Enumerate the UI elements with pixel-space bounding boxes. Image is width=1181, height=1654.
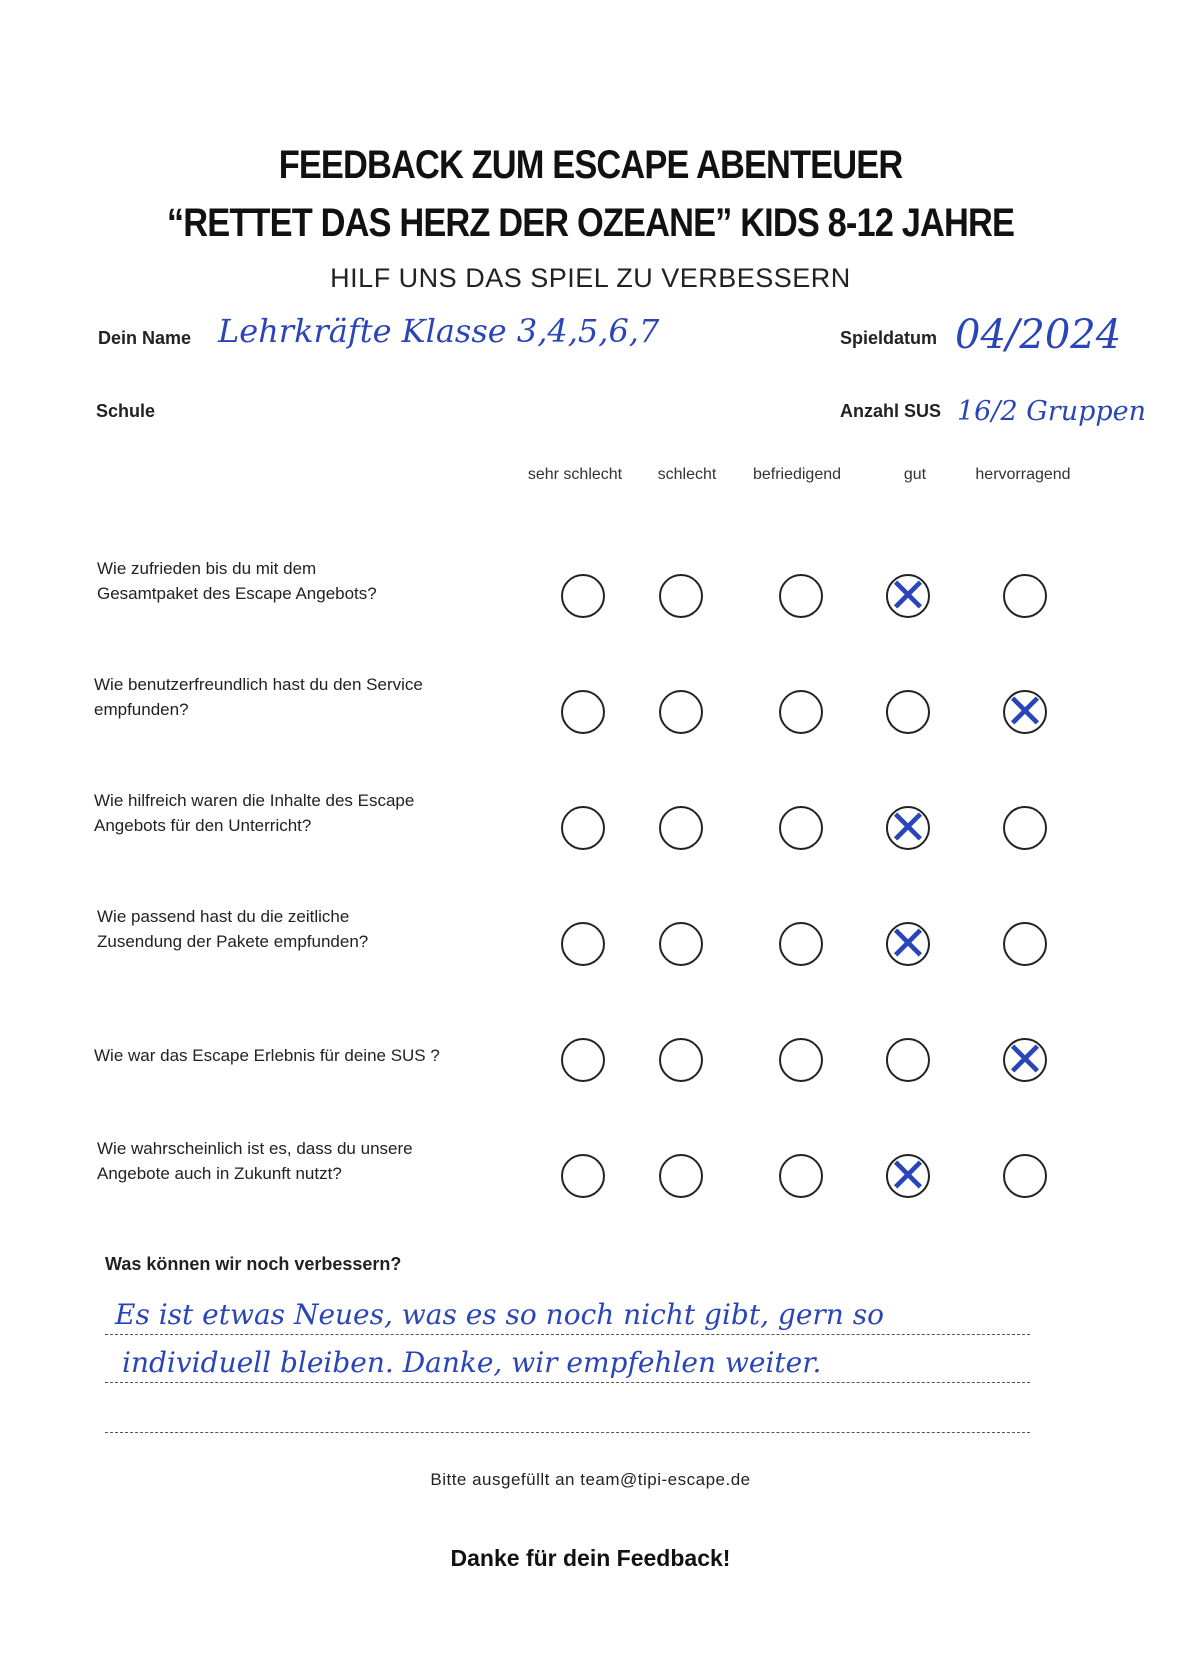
rating-option-hervorragend[interactable] (1003, 574, 1047, 618)
rating-option-sehr-schlecht[interactable] (561, 806, 605, 850)
question-text-line2: empfunden? (94, 700, 189, 719)
check-mark-icon: ✕ (1004, 1032, 1046, 1088)
check-mark-icon: ✕ (887, 916, 929, 972)
rating-option-sehr-schlecht[interactable] (561, 1154, 605, 1198)
scale-header-befriedigend: befriedigend (752, 466, 842, 483)
rating-option-sehr-schlecht[interactable] (561, 1038, 605, 1082)
scale-header-sehr-schlecht: sehr schlecht (527, 466, 623, 483)
rating-option-befriedigend[interactable] (779, 922, 823, 966)
improve-line2[interactable]: individuell bleiben. Danke, wir empfehlen weiter. (122, 1346, 822, 1379)
question-text-line1: Wie war das Escape Erlebnis für deine SUS ? (94, 1046, 440, 1065)
rating-option-sehr-schlecht[interactable] (561, 574, 605, 618)
improve-line1[interactable]: Es ist etwas Neues, was es so noch nicht gibt, gern so (115, 1298, 884, 1331)
question-text-line2: Angebote auch in Zukunft nutzt? (97, 1164, 342, 1183)
question-text-line1: Wie zufrieden bis du mit dem (97, 559, 317, 578)
date-label: Spieldatum (840, 328, 938, 348)
count-value[interactable]: 16/2 Gruppen (957, 396, 1147, 427)
rating-option-sehr-schlecht[interactable] (561, 922, 605, 966)
question-text-line2: Gesamtpaket des Escape Angebots? (97, 584, 377, 603)
rating-option-schlecht[interactable] (659, 1154, 703, 1198)
check-mark-icon: ✕ (887, 800, 929, 856)
scale-header-schlecht: schlecht (657, 466, 717, 483)
check-mark-icon: ✕ (887, 568, 929, 624)
submit-note: Bitte ausgefüllt an team@tipi-escape.de (430, 1470, 751, 1489)
rating-option-befriedigend[interactable] (779, 1154, 823, 1198)
rating-option-befriedigend[interactable] (779, 806, 823, 850)
rating-option-gut[interactable] (886, 1038, 930, 1082)
rating-option-gut[interactable] (886, 690, 930, 734)
date-value[interactable]: 04/2024 (955, 312, 1122, 358)
thanks-text: Danke für dein Feedback! (450, 1545, 731, 1571)
question-text-line1: Wie hilfreich waren die Inhalte des Escape (94, 791, 415, 810)
rating-option-schlecht[interactable] (659, 1038, 703, 1082)
form-title-line2: “RETTET DAS HERZ DER OZEANE” KIDS 8-12 JAHRE (166, 201, 1015, 245)
rating-option-befriedigend[interactable] (779, 1038, 823, 1082)
improve-label: Was können wir noch verbessern? (105, 1254, 402, 1274)
name-label: Dein Name (98, 328, 192, 348)
rating-option-sehr-schlecht[interactable] (561, 690, 605, 734)
scale-header-hervorragend: hervorragend (975, 466, 1071, 483)
check-mark-icon: ✕ (1004, 684, 1046, 740)
rating-option-hervorragend[interactable] (1003, 922, 1047, 966)
improve-rule-1 (105, 1334, 1030, 1335)
check-mark-icon: ✕ (887, 1148, 929, 1204)
question-text-line1: Wie passend hast du die zeitliche (97, 907, 350, 926)
rating-option-schlecht[interactable] (659, 574, 703, 618)
rating-option-hervorragend[interactable] (1003, 806, 1047, 850)
scale-header-gut: gut (903, 466, 927, 483)
count-label: Anzahl SUS (840, 401, 942, 421)
question-text-line1: Wie benutzerfreundlich hast du den Service (94, 675, 423, 694)
school-label: Schule (96, 401, 156, 421)
rating-option-befriedigend[interactable] (779, 690, 823, 734)
rating-option-hervorragend[interactable] (1003, 1154, 1047, 1198)
rating-option-schlecht[interactable] (659, 690, 703, 734)
rating-option-befriedigend[interactable] (779, 574, 823, 618)
question-text-line2: Zusendung der Pakete empfunden? (97, 932, 369, 951)
question-text-line1: Wie wahrscheinlich ist es, dass du unsere (97, 1139, 413, 1158)
form-title-line1: FEEDBACK ZUM ESCAPE ABENTEUER (278, 143, 903, 187)
improve-rule-2 (105, 1382, 1030, 1383)
name-value[interactable]: Lehrkräfte Klasse 3,4,5,6,7 (218, 312, 660, 350)
improve-rule-3 (105, 1432, 1030, 1433)
form-subtitle: HILF UNS DAS SPIEL ZU VERBESSERN (330, 263, 851, 293)
question-text-line2: Angebots für den Unterricht? (94, 816, 312, 835)
rating-option-schlecht[interactable] (659, 806, 703, 850)
rating-option-schlecht[interactable] (659, 922, 703, 966)
